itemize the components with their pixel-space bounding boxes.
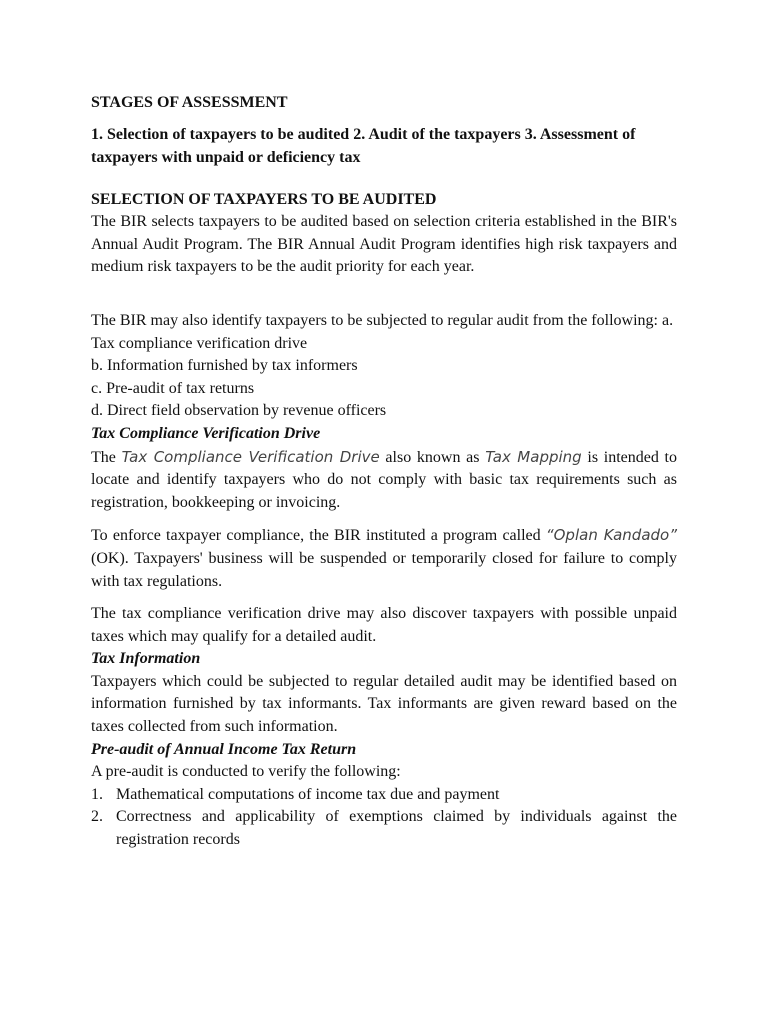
selection-heading: SELECTION OF TAXPAYERS TO BE AUDITED (91, 191, 437, 209)
preaudit-item-text: Correctness and applicability of exemptions claimed by individuals against the registration records (116, 808, 677, 849)
stages-list: 1. Selection of taxpayers to be audited 2. Audit of the taxpayers 3. Assessment of taxpayers with unpaid or deficiency tax (91, 126, 636, 166)
tax-mapping-term: Tax Mapping (485, 447, 582, 466)
tax-info-paragraph: Taxpayers which could be subjected to regular detailed audit may be identified based on information furnished by tax informants. Tax informants are given reward based on the taxes collected from such information. (91, 672, 677, 736)
audit-source-c: c. Pre-audit of tax returns (91, 379, 255, 397)
preaudit-item-1 (91, 784, 677, 807)
preaudit-intro: A pre-audit is conducted to verify the following: (91, 763, 401, 781)
tcvd-p2-rest: (OK). Taxpayers' business will be suspended or temporarily closed for failure to comply with tax regulations. (91, 549, 677, 590)
tcvd-heading: Tax Compliance Verification Drive (91, 424, 321, 442)
tcvd-term: Tax Compliance Verification Drive (121, 447, 380, 466)
tcvd-p1-mid: also known as (379, 448, 486, 466)
preaudit-item-number: 1. (91, 785, 103, 803)
tcvd-p2-start: To enforce taxpayer compliance, the BIR instituted a program called (91, 527, 546, 545)
selection-paragraph: The BIR selects taxpayers to be audited based on selection criteria established in the BIR's Annual Audit Program. The BIR Annual Audit Program identifies high risk taxpayers and medium risk taxpayers to be the audit priority for each year. (91, 213, 677, 276)
tax-info-heading: Tax Information (91, 650, 201, 668)
preaudit-item-number: 2. (91, 808, 103, 826)
oplan-kandado-term: “Oplan Kandado” (545, 526, 677, 545)
document-title: STAGES OF ASSESSMENT (91, 94, 288, 111)
tcvd-paragraph-3: The tax compliance verification drive may also discover taxpayers with possible unpaid taxes which may qualify for a detailed audit. (91, 605, 677, 645)
preaudit-heading: Pre-audit of Annual Income Tax Return (91, 740, 357, 758)
preaudit-item-2 (91, 806, 677, 851)
tcvd-paragraph-1 (91, 446, 677, 515)
audit-sources-intro: The BIR may also identify taxpayers to be subjected to regular audit from the following: a. Tax compliance verification drive (91, 311, 674, 352)
tcvd-paragraph-2 (91, 524, 677, 593)
document-page (91, 90, 677, 852)
audit-source-b: b. Information furnished by tax informers (91, 357, 358, 375)
preaudit-item-text: Mathematical computations of income tax due and payment (116, 785, 500, 803)
tcvd-p1-rest: is intended to locate and identify taxpayers who do not comply with basic tax requirements such as registration, bookkeeping or invoicing. (91, 448, 677, 511)
audit-source-d: d. Direct field observation by revenue officers (91, 402, 387, 420)
tcvd-p1-the: The (91, 448, 122, 466)
